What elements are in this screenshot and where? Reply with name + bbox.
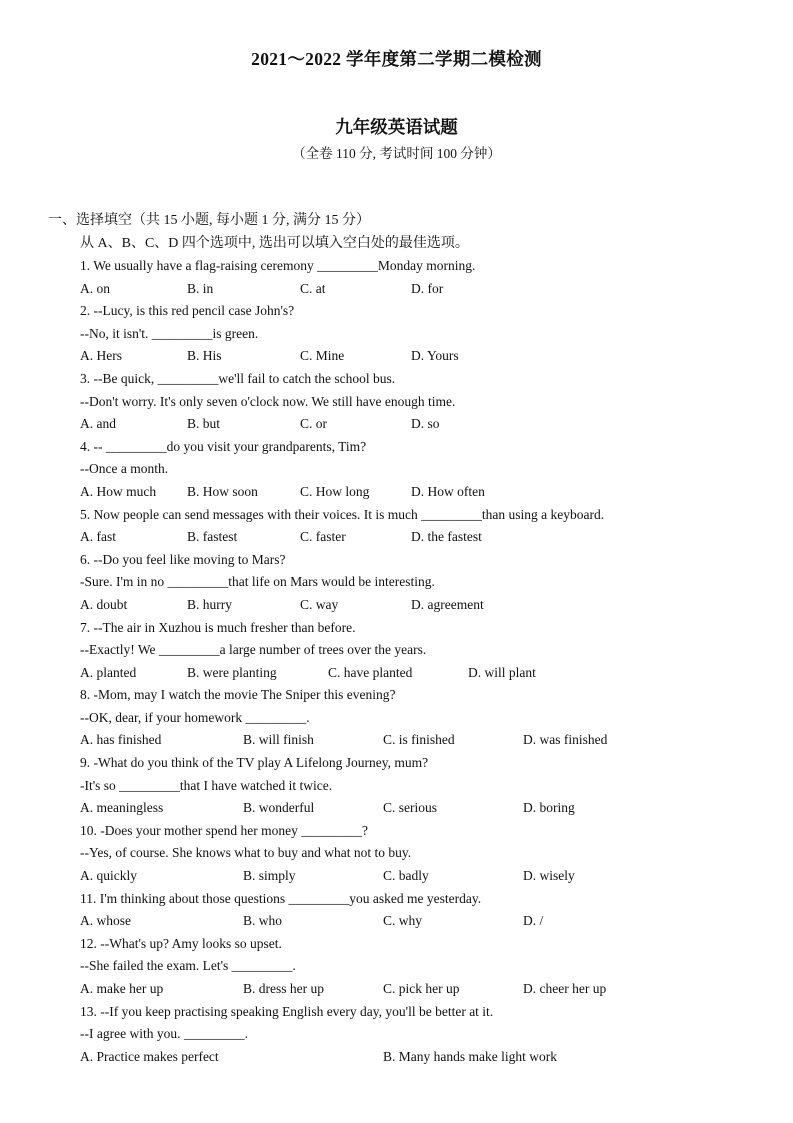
question-1 xyxy=(80,255,740,300)
option-d[interactable]: D. Yours xyxy=(411,348,459,364)
question-13 xyxy=(80,1001,740,1069)
options-row xyxy=(80,1046,740,1069)
question-stem: 13. --If you keep practising speaking English every day, you'll be better at it. xyxy=(80,1003,494,1019)
dialogue-reply: --No, it isn't. _________is green. xyxy=(80,325,259,341)
dialogue-reply: --I agree with you. _________. xyxy=(80,1026,248,1042)
question-2 xyxy=(80,300,740,368)
option-b[interactable]: B. who xyxy=(243,913,283,929)
option-d[interactable]: D. for xyxy=(411,280,444,296)
question-stem: 10. -Does your mother spend her money _________? xyxy=(80,822,368,838)
option-c[interactable]: C. at xyxy=(300,280,326,296)
option-c[interactable]: C. is finished xyxy=(383,732,455,748)
option-b[interactable]: B. were planting xyxy=(187,664,277,680)
option-d[interactable]: D. will plant xyxy=(468,664,536,680)
question-stem: 1. We usually have a flag-raising ceremony _________Monday morning. xyxy=(80,258,476,273)
question-4 xyxy=(80,436,740,504)
option-c[interactable]: C. Mine xyxy=(300,348,345,364)
question-8 xyxy=(80,684,740,752)
option-c[interactable]: C. How long xyxy=(300,483,370,499)
option-c[interactable]: C. faster xyxy=(300,529,346,545)
option-a[interactable]: A. whose xyxy=(80,913,131,929)
option-d[interactable]: D. wisely xyxy=(523,868,575,884)
option-b[interactable]: B. hurry xyxy=(187,596,232,612)
paper-subtitle: 九年级英语试题 xyxy=(335,117,458,137)
option-d[interactable]: D. How often xyxy=(411,483,485,499)
option-c[interactable]: C. or xyxy=(300,416,327,432)
option-a[interactable]: A. How much xyxy=(80,483,157,499)
options-row xyxy=(80,865,740,888)
question-10 xyxy=(80,820,740,888)
question-stem: 11. I'm thinking about those questions _________you asked me yesterday. xyxy=(80,890,482,906)
option-b[interactable]: B. will finish xyxy=(243,732,314,748)
question-9 xyxy=(80,752,740,820)
options-row xyxy=(80,413,740,436)
option-b[interactable]: B. in xyxy=(187,280,214,296)
option-a[interactable]: A. doubt xyxy=(80,596,128,612)
options-row xyxy=(80,797,740,820)
dialogue-reply: --Yes, of course. She knows what to buy and what not to buy. xyxy=(80,845,412,861)
option-b[interactable]: B. His xyxy=(187,348,222,364)
options-row xyxy=(80,910,740,933)
option-c[interactable]: C. have planted xyxy=(328,664,413,680)
question-stem: 6. --Do you feel like moving to Mars? xyxy=(80,551,286,567)
option-d[interactable]: D. was finished xyxy=(523,732,608,748)
question-7 xyxy=(80,617,740,685)
question-stem: 12. --What's up? Amy looks so upset. xyxy=(80,935,282,951)
option-d[interactable]: D. so xyxy=(411,416,440,432)
options-row xyxy=(80,526,740,549)
option-d[interactable]: D. the fastest xyxy=(411,529,482,545)
option-a[interactable]: A. has finished xyxy=(80,732,162,748)
option-b[interactable]: B. simply xyxy=(243,868,296,884)
option-a[interactable]: A. on xyxy=(80,280,110,296)
option-d[interactable]: D. boring xyxy=(523,800,575,816)
option-a[interactable]: A. make her up xyxy=(80,981,164,996)
section-instruction: 从 A、B、C、D 四个选项中, 选出可以填入空白处的最佳选项。 xyxy=(80,236,469,251)
option-b[interactable]: B. How soon xyxy=(187,483,258,499)
option-a[interactable]: A. planted xyxy=(80,664,137,680)
question-stem: 9. -What do you think of the TV play A Lifelong Journey, mum? xyxy=(80,755,429,771)
option-a[interactable]: A. and xyxy=(80,416,116,432)
option-a[interactable]: A. Practice makes perfect xyxy=(80,1048,219,1064)
option-a[interactable]: A. meaningless xyxy=(80,800,164,816)
option-c[interactable]: C. why xyxy=(383,913,423,929)
option-b[interactable]: B. wonderful xyxy=(243,800,315,816)
option-b[interactable]: B. but xyxy=(187,416,221,432)
question-stem: 8. -Mom, may I watch the movie The Sniper this evening? xyxy=(80,687,396,703)
exam-note: （全卷 110 分, 考试时间 100 分钟） xyxy=(292,146,501,161)
options-row xyxy=(80,594,740,617)
option-c[interactable]: C. way xyxy=(300,596,339,612)
dialogue-reply: --Once a month. xyxy=(80,461,169,477)
question-list xyxy=(80,255,740,1068)
question-5 xyxy=(80,504,740,549)
option-c[interactable]: C. pick her up xyxy=(383,981,460,996)
options-row xyxy=(80,729,740,752)
question-12 xyxy=(80,933,740,1001)
page-title: 2021～2022 学年度第二学期二模检测 xyxy=(251,49,542,69)
question-6 xyxy=(80,549,740,617)
options-row xyxy=(80,481,740,504)
option-d[interactable]: D. / xyxy=(523,913,544,929)
question-11 xyxy=(80,888,740,933)
option-b[interactable]: B. dress her up xyxy=(243,981,324,996)
options-row xyxy=(80,345,740,368)
options-row xyxy=(80,662,740,685)
option-a[interactable]: A. Hers xyxy=(80,348,122,364)
option-b[interactable]: B. Many hands make light work xyxy=(383,1048,557,1064)
dialogue-reply: -It's so _________that I have watched it twice. xyxy=(80,777,333,793)
question-stem: 4. -- _________do you visit your grandparents, Tim? xyxy=(80,438,367,454)
option-a[interactable]: A. quickly xyxy=(80,868,137,884)
section-heading: 一、选择填空（共 15 小题, 每小题 1 分, 满分 15 分） xyxy=(48,213,370,228)
dialogue-reply: --Exactly! We _________a large number of trees over the years. xyxy=(80,642,427,658)
option-d[interactable]: D. agreement xyxy=(411,596,484,612)
option-d[interactable]: D. cheer her up xyxy=(523,981,607,996)
option-a[interactable]: A. fast xyxy=(80,529,116,545)
option-b[interactable]: B. fastest xyxy=(187,529,238,545)
option-c[interactable]: C. badly xyxy=(383,868,429,884)
dialogue-reply: --OK, dear, if your homework _________. xyxy=(80,709,310,725)
option-c[interactable]: C. serious xyxy=(383,800,437,816)
question-3 xyxy=(80,368,740,436)
options-row xyxy=(80,278,740,301)
dialogue-reply: --She failed the exam. Let's _________. xyxy=(80,958,296,974)
options-row xyxy=(80,978,740,1001)
question-stem: 2. --Lucy, is this red pencil case John's? xyxy=(80,303,295,319)
dialogue-reply: --Don't worry. It's only seven o'clock now. We still have enough time. xyxy=(80,393,456,409)
question-stem: 7. --The air in Xuzhou is much fresher than before. xyxy=(80,619,356,635)
question-stem: 3. --Be quick, _________we'll fail to catch the school bus. xyxy=(80,370,396,386)
question-stem: 5. Now people can send messages with their voices. It is much _________than using a keyboard. xyxy=(80,506,605,522)
dialogue-reply: -Sure. I'm in no _________that life on Mars would be interesting. xyxy=(80,574,435,590)
